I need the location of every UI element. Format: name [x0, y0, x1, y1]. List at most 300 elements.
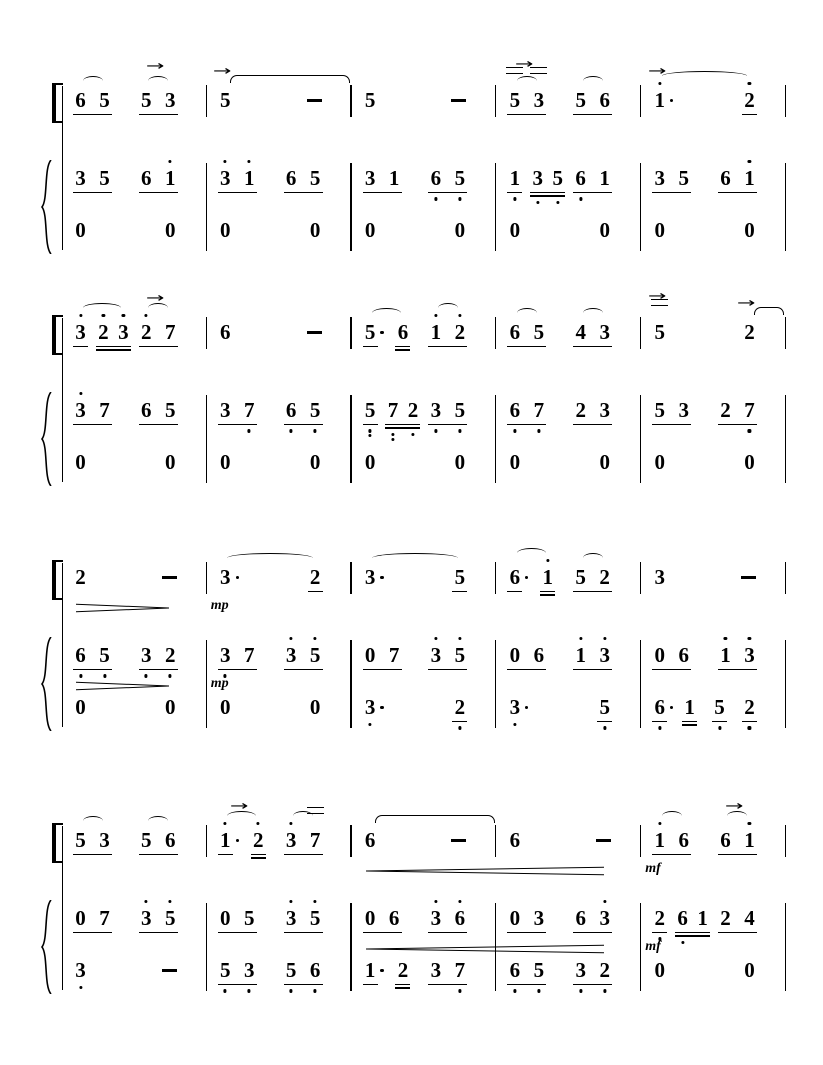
augmentation-dot — [380, 969, 383, 972]
beam-group — [364, 218, 377, 242]
augmentation-dot — [525, 706, 528, 709]
beam-group — [453, 218, 466, 242]
beam-group — [508, 828, 521, 852]
note: 2 — [744, 320, 755, 344]
beat-groups — [496, 828, 641, 852]
measure-3 — [352, 398, 497, 428]
beam-group — [743, 88, 756, 112]
octave-dot-above — [434, 314, 437, 317]
beam-group — [219, 906, 256, 930]
note: 3 — [364, 166, 376, 190]
note: 6 — [720, 828, 731, 852]
note: 3 — [598, 906, 611, 930]
beam-group — [140, 828, 177, 852]
note: 3 — [74, 398, 87, 422]
beam-group — [574, 398, 611, 422]
beat-groups — [641, 565, 786, 589]
beat-groups — [352, 450, 497, 474]
beat-groups — [641, 958, 786, 982]
beam-group — [164, 695, 177, 719]
beat-groups — [496, 450, 641, 474]
measure-4 — [496, 398, 641, 428]
beam-group — [74, 88, 111, 112]
note: 5 — [551, 166, 564, 190]
dash-note — [451, 828, 466, 842]
beat-groups — [207, 218, 352, 242]
note: 5 — [654, 320, 665, 344]
rest-note: 0 — [599, 218, 610, 242]
row-bass — [62, 695, 786, 725]
note: 5 — [285, 958, 298, 982]
note: 6 — [453, 906, 466, 930]
note: 2 — [140, 320, 153, 344]
rest-note: 0 — [165, 695, 176, 719]
note: 6 — [141, 166, 152, 190]
dynamic-mark: mf — [645, 861, 661, 876]
glide-arrow-icon: → — [229, 799, 249, 814]
beat-groups — [62, 218, 207, 242]
note: 2 — [653, 906, 666, 930]
note: 5 — [509, 88, 521, 112]
note: 5 — [141, 828, 152, 852]
slur — [517, 308, 537, 318]
octave-dot-above — [658, 822, 661, 825]
note: 5 — [598, 695, 611, 719]
octave-dot-above — [748, 822, 751, 825]
measure-1 — [62, 450, 207, 480]
note: 3 — [678, 398, 689, 422]
note: 1 — [219, 828, 232, 852]
beam-group — [508, 643, 545, 667]
rest-note: 0 — [220, 695, 231, 719]
beam-line — [218, 424, 257, 426]
beam-line — [218, 192, 257, 194]
slur — [148, 76, 168, 86]
note: 3 — [654, 565, 665, 589]
note: 1 — [429, 320, 442, 344]
note: 3 — [654, 166, 665, 190]
note: 5 — [364, 320, 377, 344]
row-accompaniment — [62, 166, 786, 196]
note: 3 — [533, 906, 545, 930]
beam-group — [596, 828, 611, 842]
note: 6 — [285, 398, 298, 422]
row-melody — [62, 565, 786, 613]
beam-line — [139, 669, 178, 671]
beam-group — [453, 695, 466, 719]
octave-dot-above — [748, 82, 751, 85]
measure-3 — [352, 450, 497, 480]
beam-group — [140, 166, 177, 190]
duration-dash — [451, 99, 466, 102]
augmentation-dot — [236, 576, 239, 579]
piano-brace — [40, 900, 54, 994]
measure-5 — [641, 695, 786, 725]
beam-line — [73, 114, 112, 116]
octave-dot-above — [257, 822, 260, 825]
note: 5 — [453, 643, 466, 667]
note: 3 — [508, 695, 521, 719]
beam-group — [219, 398, 256, 422]
beam-line — [363, 669, 402, 671]
rest-note: 0 — [220, 218, 231, 242]
octave-dot-below — [248, 989, 251, 992]
duration-dash — [162, 969, 177, 972]
beam-group — [653, 695, 666, 719]
beam-line — [507, 591, 522, 593]
octave-dot-below — [434, 197, 437, 200]
beam-line — [507, 192, 522, 194]
note: 1 — [243, 166, 256, 190]
beam-line — [718, 854, 757, 856]
beam-line — [573, 192, 612, 194]
piano-brace — [40, 637, 54, 731]
beam-group — [364, 643, 401, 667]
octave-dot-below — [556, 201, 559, 204]
note: 6 — [574, 166, 587, 190]
beam-line — [428, 932, 467, 934]
beam-group — [429, 906, 466, 930]
beam-group — [219, 88, 232, 112]
beat-groups — [62, 906, 207, 930]
measure-2 — [207, 450, 352, 480]
note: 1 — [388, 166, 400, 190]
beam-group — [574, 906, 611, 930]
beam-group — [74, 450, 87, 474]
decrescendo-hairpin — [76, 600, 169, 610]
beam-group — [451, 88, 466, 102]
note: 5 — [220, 88, 231, 112]
beam-group — [719, 166, 756, 190]
note: 2 — [75, 565, 86, 589]
note: 1 — [653, 828, 666, 852]
row-bass — [62, 958, 786, 988]
beam-group — [719, 906, 756, 930]
note: 3 — [219, 565, 232, 589]
octave-dot-below — [290, 429, 293, 432]
note: 2 — [599, 565, 610, 589]
beat-groups — [496, 906, 641, 930]
note: 1 — [743, 166, 756, 190]
beam-group — [364, 398, 377, 422]
beam-line — [363, 424, 378, 426]
note: 5 — [654, 398, 665, 422]
measure-2 — [207, 799, 352, 858]
rest-note: 0 — [165, 218, 176, 242]
measure-3 — [352, 218, 497, 248]
beam-line-2 — [530, 195, 565, 197]
beam-group — [140, 88, 177, 112]
beam-line — [284, 424, 323, 426]
beam-group — [719, 828, 756, 852]
beam-line — [139, 346, 178, 348]
beam-group — [74, 906, 111, 930]
beam-group — [719, 398, 756, 422]
rest-note: 0 — [220, 450, 231, 474]
measure-5 — [641, 958, 786, 988]
dash-note — [451, 88, 466, 102]
slur — [517, 76, 537, 86]
beam-group — [741, 565, 756, 579]
dash-note — [596, 828, 611, 842]
beam-group — [364, 906, 401, 930]
beam-line — [507, 669, 546, 671]
beat-groups — [496, 643, 641, 667]
slur — [148, 816, 168, 826]
note: 5 — [98, 643, 111, 667]
beam-line — [363, 984, 378, 986]
beam-group — [97, 320, 130, 344]
beam-group — [307, 320, 322, 334]
measure-2 — [207, 565, 352, 613]
octave-dot-below — [748, 726, 751, 729]
measure-3 — [352, 695, 497, 725]
beam-line-2 — [682, 724, 697, 726]
beam-group — [309, 565, 322, 589]
measure-5 — [641, 906, 786, 954]
beam-line — [363, 346, 378, 348]
note: 6 — [599, 88, 610, 112]
rest-note: 0 — [654, 958, 665, 982]
beam-group — [683, 695, 696, 719]
rest-note: 0 — [744, 218, 755, 242]
beam-line — [73, 192, 112, 194]
beam-group — [140, 906, 177, 930]
octave-dot-above — [603, 900, 606, 903]
beam-group — [309, 218, 322, 242]
beat-groups — [207, 320, 352, 344]
glide-arrow-icon: → — [146, 59, 166, 74]
rest-note: 0 — [309, 450, 321, 474]
dash-note — [307, 88, 322, 102]
beam-group — [164, 450, 177, 474]
octave-dot-below — [603, 726, 606, 729]
slur — [583, 553, 603, 563]
beam-group — [653, 958, 666, 982]
beam-line — [652, 424, 691, 426]
double-line-mark — [307, 807, 324, 814]
note: 3 — [285, 828, 298, 852]
rest-note: 0 — [454, 450, 466, 474]
system-3 — [62, 539, 786, 749]
octave-dot-above — [289, 822, 292, 825]
slur — [83, 76, 103, 86]
slur — [83, 303, 122, 313]
rest-note: 0 — [364, 643, 376, 667]
beam-line — [139, 192, 178, 194]
measure-2 — [207, 320, 352, 350]
beam-line — [742, 721, 757, 723]
beam-line — [573, 669, 612, 671]
octave-dot-above — [248, 160, 251, 163]
beam-line — [452, 591, 467, 593]
beam-group — [219, 166, 256, 190]
octave-dot-below — [748, 429, 751, 432]
beam-group — [598, 218, 611, 242]
piano-brace — [40, 392, 54, 486]
note: 5 — [575, 565, 586, 589]
measure-3 — [352, 565, 497, 595]
rest-note: 0 — [509, 906, 521, 930]
beam-line — [428, 424, 467, 426]
barline — [785, 85, 786, 117]
octave-dot-below — [248, 429, 251, 432]
measure-4 — [496, 906, 641, 936]
beat-groups — [62, 565, 207, 589]
beat-groups — [207, 450, 352, 474]
measure-1 — [62, 906, 207, 936]
beam-group — [74, 828, 111, 852]
beam-group — [508, 450, 521, 474]
beam-line — [682, 721, 697, 723]
beam-group — [574, 958, 611, 982]
beam-group — [219, 565, 232, 589]
beam-group — [219, 695, 232, 719]
octave-dot-above — [169, 160, 172, 163]
beat-groups — [352, 166, 497, 190]
octave-dot-above — [458, 314, 461, 317]
note: 6 — [509, 320, 521, 344]
octave-dot-above — [434, 900, 437, 903]
measure-2 — [207, 64, 352, 118]
beam-line — [428, 669, 467, 671]
note: 3 — [140, 643, 153, 667]
rest-note: 0 — [509, 643, 521, 667]
beam-group — [653, 828, 690, 852]
beat-groups — [641, 320, 786, 344]
row-melody — [62, 289, 786, 350]
beat-groups — [207, 398, 352, 422]
note: 3 — [74, 958, 87, 982]
beam-line-2 — [395, 349, 410, 351]
glide-arrow-icon: → — [737, 296, 757, 311]
tie-to-barline — [754, 307, 784, 315]
row-bass — [62, 218, 786, 248]
beam-line — [573, 591, 612, 593]
measure-4 — [496, 218, 641, 248]
note: 7 — [165, 320, 176, 344]
beam-line — [96, 346, 131, 348]
beam-group — [74, 398, 111, 422]
beam-line — [452, 721, 467, 723]
beat-groups — [352, 828, 497, 852]
glide-arrow-icon: → — [647, 64, 667, 79]
beam-group — [713, 695, 726, 719]
beam-group — [676, 906, 709, 930]
note: 3 — [533, 88, 545, 112]
beat-groups — [62, 695, 207, 719]
beam-group — [74, 320, 87, 344]
note: 5 — [99, 166, 110, 190]
slur — [662, 811, 682, 821]
note: 3 — [429, 906, 442, 930]
beam-line — [652, 854, 691, 856]
note: 6 — [397, 320, 409, 344]
note: 6 — [720, 166, 731, 190]
note: 3 — [74, 320, 87, 344]
rest-note: 0 — [454, 218, 466, 242]
note: 7 — [99, 398, 110, 422]
measure-4 — [496, 695, 641, 725]
measure-5 — [641, 289, 786, 350]
octave-dot-below — [434, 429, 437, 432]
beam-group — [653, 398, 690, 422]
augmentation-dot — [380, 576, 383, 579]
octave-dot-below — [391, 438, 394, 441]
beat-groups — [207, 958, 352, 982]
beat-groups — [496, 88, 641, 112]
octave-dot-above — [145, 314, 148, 317]
rest-note: 0 — [75, 450, 86, 474]
beam-group — [743, 695, 756, 719]
beat-groups — [496, 218, 641, 242]
measure-3 — [352, 320, 497, 350]
duration-dash — [741, 576, 756, 579]
beat-groups — [496, 565, 641, 589]
beam-group — [653, 88, 666, 112]
measure-1 — [62, 643, 207, 673]
beam-group — [219, 450, 232, 474]
note: 2 — [743, 88, 756, 112]
measure-4 — [496, 565, 641, 595]
note: 3 — [430, 958, 442, 982]
slur — [83, 816, 103, 826]
beam-group — [653, 218, 666, 242]
octave-dot-above — [122, 314, 125, 317]
beat-groups — [62, 958, 207, 982]
octave-dot-above — [79, 392, 82, 395]
octave-dot-below — [579, 197, 582, 200]
note: 6 — [653, 695, 666, 719]
octave-dot-above — [458, 637, 461, 640]
beam-group — [429, 398, 466, 422]
measure-2 — [207, 398, 352, 428]
rest-note: 0 — [654, 218, 665, 242]
measure-2 — [207, 958, 352, 988]
beam-line — [395, 984, 410, 986]
beam-line — [73, 932, 112, 934]
beam-line — [530, 192, 565, 194]
beat-groups — [62, 166, 207, 190]
beam-group — [252, 828, 265, 852]
note: 5 — [364, 398, 377, 422]
tie-to-barline — [230, 75, 350, 83]
beat-groups — [207, 565, 352, 589]
augmentation-dot — [380, 331, 383, 334]
beat-groups — [207, 906, 352, 930]
beam-group — [574, 320, 611, 344]
note: 5 — [575, 88, 586, 112]
beam-group — [364, 828, 377, 852]
note: 1 — [364, 958, 377, 982]
beam-group — [219, 320, 232, 344]
beat-groups — [496, 398, 641, 422]
note: 6 — [508, 398, 521, 422]
beam-line-2 — [540, 594, 555, 596]
rest-note: 0 — [364, 906, 376, 930]
rest-note: 0 — [75, 218, 86, 242]
rest-note: 0 — [220, 906, 231, 930]
beam-group — [653, 565, 666, 589]
dash-note — [162, 565, 177, 579]
octave-dot-below — [458, 197, 461, 200]
beam-line — [363, 932, 402, 934]
note: 3 — [429, 643, 442, 667]
row-accompaniment — [62, 398, 786, 428]
measure-3 — [352, 828, 497, 858]
beam-line — [540, 591, 555, 593]
beat-groups — [496, 166, 641, 190]
